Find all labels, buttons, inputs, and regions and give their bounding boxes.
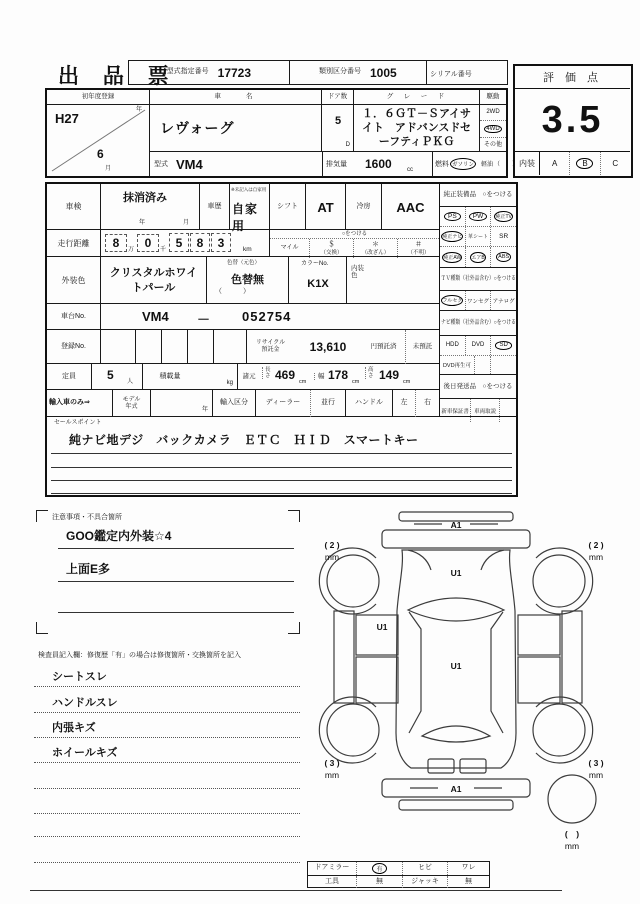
model-year-label-1: モデル xyxy=(122,396,141,403)
width-unit: cm xyxy=(352,379,360,385)
vehicle-block xyxy=(45,88,519,178)
mileage-sen-unit: 千 xyxy=(160,247,167,253)
inspector-line xyxy=(34,686,300,687)
mileage-opt-tampered xyxy=(353,239,397,258)
shaken-year-unit: 年 xyxy=(139,220,146,227)
drive-4wd: 4WD xyxy=(486,125,500,132)
fuel-diesel: 軽油 xyxy=(481,162,494,168)
model-year-label-2: 年式 xyxy=(125,403,138,410)
first-reg-month-unit: 月 xyxy=(105,166,112,172)
model-value: VM4 xyxy=(176,157,203,172)
tread-front-right-unit: mm xyxy=(588,552,604,562)
doors-value: 5 xyxy=(335,115,342,127)
mileage-label: 走行距離 xyxy=(47,230,101,257)
recycle-label-2: 預託金 xyxy=(261,347,280,353)
length-value: 469 xyxy=(275,368,296,382)
recycle-label xyxy=(247,330,294,364)
class-code-label: 類別区分番号 xyxy=(318,68,361,76)
fuel-cell xyxy=(432,152,519,177)
row-recycle xyxy=(47,330,439,364)
headlight-right xyxy=(481,550,504,570)
inspector-line xyxy=(34,737,300,738)
model-year-cell xyxy=(150,390,212,417)
roof-grade: U1 xyxy=(450,661,462,671)
navi-hdd: HDD xyxy=(445,342,459,349)
tv-analog-cell xyxy=(490,291,516,310)
bracket-corner xyxy=(288,510,300,522)
inspector-line xyxy=(34,862,300,863)
equip-abs-cell xyxy=(490,247,516,267)
notes-underline xyxy=(58,612,294,613)
ext-color-label: 外装色 xyxy=(47,257,101,304)
interior-grade-c: C xyxy=(600,152,630,175)
ship-warranty-cell xyxy=(440,399,470,422)
rear-bumper-grade: A1 xyxy=(450,784,462,794)
interior-grade-b: B xyxy=(576,158,593,170)
equip-pw: PW xyxy=(469,212,487,221)
windshield xyxy=(408,598,504,621)
tread-spare-unit: mm xyxy=(564,841,580,851)
door-front-right xyxy=(518,615,560,655)
model-year-unit: 年 xyxy=(201,407,208,414)
first-reg-header: 初年度登録 xyxy=(47,90,150,105)
model-cell xyxy=(150,152,322,177)
tv-type-header xyxy=(440,267,516,291)
mileage-marks xyxy=(269,230,439,257)
equip-sr-cell xyxy=(490,227,516,246)
shaken-month-unit: 月 xyxy=(183,220,190,227)
shaken-label: 車検 xyxy=(47,184,101,230)
row-import xyxy=(47,390,439,417)
sheet-title: 出 品 票 xyxy=(58,65,178,88)
notes-box xyxy=(36,510,300,634)
front-bumper-body xyxy=(382,530,530,548)
equip-tv: 純正TV xyxy=(494,211,512,222)
handle-right: 右 xyxy=(415,390,439,417)
chassis-dash: － xyxy=(197,312,211,327)
displacement-unit: cc xyxy=(407,167,413,173)
bracket-corner xyxy=(288,622,300,634)
fender-rear-left xyxy=(319,697,376,763)
first-reg-year-unit: 年 xyxy=(136,107,143,113)
history-value: 自家用 xyxy=(232,202,259,233)
reg-divider xyxy=(213,330,214,364)
reg-divider xyxy=(187,330,188,364)
history-note: ※未記入は自家用 xyxy=(231,187,267,192)
interior-color-label: 内装色 xyxy=(351,265,364,280)
interior-grade-a: A xyxy=(551,158,558,168)
shaken-cell xyxy=(101,184,200,230)
history-label: 車歴 xyxy=(200,184,230,230)
color-no-value: K1X xyxy=(307,278,329,290)
drive-cell xyxy=(480,105,506,151)
score-value: 3.5 xyxy=(541,98,604,141)
rocker-right xyxy=(562,611,582,703)
equip-aw-cell xyxy=(440,247,465,267)
mileage-opt-unknown xyxy=(397,239,439,258)
reg-no-cells xyxy=(101,330,247,364)
height-unit: cm xyxy=(403,379,411,385)
score-label: 評 価 点 xyxy=(515,66,630,89)
inspector-line xyxy=(34,813,300,814)
recycle-label-1: リサイクル xyxy=(255,340,286,347)
chassis-serial: 052754 xyxy=(242,309,292,324)
car-name-cell xyxy=(150,105,322,151)
tools-value: 無 xyxy=(356,876,402,888)
navi-dvd-cell xyxy=(465,336,491,355)
interior-color-cell xyxy=(347,257,439,304)
mileage-man: 8 xyxy=(105,234,127,252)
tools-label: 工具 xyxy=(325,877,339,885)
tv-type-row xyxy=(440,291,516,310)
equipment-header: 純正装備品 ○をつける xyxy=(440,184,516,207)
fender-front-right xyxy=(536,548,593,614)
inspector-section xyxy=(30,648,305,898)
spare-tire xyxy=(548,775,596,823)
tire-rear-right xyxy=(533,704,585,756)
class-code-field xyxy=(289,61,426,84)
equip-leather: 革シート xyxy=(468,234,489,240)
color-change-cell xyxy=(207,257,289,304)
tv-analog: アナログ xyxy=(492,298,515,305)
car-name-value: レヴォーグ xyxy=(160,120,235,136)
car-diagram xyxy=(310,503,640,863)
inspector-entry-1: シートスレ xyxy=(52,671,107,683)
bracket-corner xyxy=(36,622,48,634)
mileage-d1: 3 xyxy=(211,233,231,252)
drive-2wd: 2WD xyxy=(480,105,506,121)
load-cell xyxy=(197,364,237,390)
serial-strip xyxy=(128,60,508,85)
inspector-entry-2: ハンドルスレ xyxy=(52,697,118,709)
drive-header: 駆動 xyxy=(480,90,506,105)
tread-front-left: ( 2 ) xyxy=(324,540,340,550)
jack-label: ジャッキ xyxy=(402,876,447,888)
tread-rear-right-unit: mm xyxy=(588,770,604,780)
break-label: ワレ xyxy=(447,862,489,875)
equip-ps-cell xyxy=(440,207,465,226)
jack-value: 無 xyxy=(447,876,489,888)
mileage-opt-exchange xyxy=(309,239,353,258)
recycle-amount: 13,610 xyxy=(309,340,347,354)
equip-ps: PS xyxy=(444,212,461,221)
ship-empty-cell xyxy=(499,399,516,422)
first-reg-year: H27 xyxy=(55,111,79,126)
inspector-line xyxy=(34,712,300,713)
rear-notch-left xyxy=(428,759,454,773)
sales-point-label: セールスポイント xyxy=(54,420,102,426)
mileage-d100: 5 xyxy=(169,233,189,252)
displacement-cell xyxy=(322,152,432,177)
inspector-line xyxy=(34,836,300,837)
roof-line-left xyxy=(409,612,421,733)
equip-navi: 純正ナビ xyxy=(441,231,463,242)
rear-bumper-strip xyxy=(399,800,513,810)
width-value: 178 xyxy=(328,368,349,382)
mileage-opt2-sym: ＊ xyxy=(372,241,380,249)
car-name-header: 車 名 xyxy=(150,90,322,105)
grade-cell: １．６ＧＴ－Ｓアイサイト アドバンスドセーフティＰＫＧ xyxy=(354,105,480,151)
sales-point-text: 純ナビ地デジ バックカメラ ＥＴＣ ＨＩＤ スマートキー xyxy=(69,433,419,447)
tread-front-left-unit: mm xyxy=(324,552,340,562)
ship-manual: 車両取説 xyxy=(474,408,497,415)
equip-abs: ABS xyxy=(498,254,510,260)
reg-divider xyxy=(135,330,136,364)
dvd-note-empty xyxy=(474,356,490,374)
mileage-opt1-text: （交換） xyxy=(320,249,343,256)
navi-type-header xyxy=(440,310,516,336)
ship-row xyxy=(440,399,516,422)
side-grade: U1 xyxy=(376,622,388,632)
drive-other: その他 xyxy=(483,142,502,149)
hood-grade: U1 xyxy=(450,568,462,578)
tv-type-header-text: ＴＶ種類（社外品含む）○をつける xyxy=(441,275,516,282)
spec-label: 諸元 xyxy=(237,364,260,390)
mileage-sen: 0 xyxy=(137,234,159,252)
capacity-label: 定員 xyxy=(47,364,92,390)
rear-window xyxy=(422,726,490,742)
dvd-note-row xyxy=(440,356,516,374)
capacity-value: 5 xyxy=(107,368,114,382)
handle-label: ハンドル xyxy=(345,390,392,417)
tire-front-left xyxy=(327,555,379,607)
load-unit: kg xyxy=(226,380,233,387)
dvd-note-cell xyxy=(440,356,474,374)
import-division-label: 輸入区分 xyxy=(212,390,255,417)
navi-dvd: DVD xyxy=(471,342,485,349)
fender-rear-right xyxy=(536,697,593,763)
mileage-opt3-sym: ＃ xyxy=(415,241,422,249)
equip-airbag-cell xyxy=(465,247,491,267)
color-change-value: 色替無 xyxy=(231,274,264,286)
history-cell xyxy=(230,184,270,233)
mileage-opt3-text: （不明） xyxy=(407,249,430,256)
rear-notch-right xyxy=(460,759,486,773)
color-change-paren: （ ） xyxy=(215,288,250,295)
grade-header: グ レ ー ド xyxy=(354,90,480,105)
mileage-unit: km xyxy=(243,246,252,253)
inspector-line xyxy=(34,762,300,763)
ship-manual-cell xyxy=(470,399,499,422)
fuel-paren: （ ） xyxy=(494,162,519,168)
roof-line-right xyxy=(491,612,503,733)
equip-aw: 純正AW xyxy=(442,252,462,263)
first-reg-month: 6 xyxy=(97,147,104,161)
row-dimensions xyxy=(47,364,439,390)
mileage-opt1-sym: ＄ xyxy=(328,241,336,249)
interior-grade-row xyxy=(515,151,630,175)
navi-type-row xyxy=(440,336,516,356)
bottom-rule xyxy=(30,890,562,891)
equipment-row-2 xyxy=(440,227,516,247)
capacity-unit: 人 xyxy=(127,379,134,385)
equipment-row-3 xyxy=(440,247,516,267)
navi-sd: SD xyxy=(495,341,512,350)
width-label: 幅 xyxy=(314,373,325,380)
displacement-value: 1600 xyxy=(365,157,392,171)
door-mirror-value: 有 xyxy=(372,863,387,874)
doors-header: ドア数 xyxy=(322,90,354,105)
handle-left: 左 xyxy=(392,390,415,417)
notes-underline xyxy=(58,548,294,549)
door-front-left xyxy=(356,615,398,655)
chassis-prefix: VM4 xyxy=(142,309,169,324)
row-chassis xyxy=(47,304,439,330)
equip-tv-cell xyxy=(490,207,516,226)
equip-navi-cell xyxy=(440,227,465,246)
inspector-line xyxy=(34,788,300,789)
rocker-left xyxy=(334,611,354,703)
shaken-value: 抹消済み xyxy=(123,192,167,204)
details-block xyxy=(45,182,518,497)
equip-pw-cell xyxy=(465,207,491,226)
tread-rear-right: ( 3 ) xyxy=(588,758,604,768)
length-unit: cm xyxy=(299,379,307,385)
row-mileage xyxy=(47,230,439,257)
mileage-opt2-text: （改ざん） xyxy=(361,249,390,256)
interior-grade-b-cell xyxy=(569,152,599,175)
recycle-deposited: 円預託済 xyxy=(370,343,397,351)
dvd-note: DVD再生可 xyxy=(442,363,472,369)
navi-type-header-text: ナビ種類（社外品含む）○をつける xyxy=(441,319,516,326)
tire-front-right xyxy=(533,555,585,607)
door-mirror-value-cell xyxy=(356,862,402,875)
shift-label: シフト xyxy=(270,184,306,230)
sales-line xyxy=(51,453,512,454)
tread-spare: ( ) xyxy=(564,829,580,839)
equipment-row-1 xyxy=(440,207,516,227)
tread-front-right: ( 2 ) xyxy=(588,540,604,550)
door-mirror-label: ドアミラー xyxy=(314,864,350,872)
model-year-label xyxy=(112,390,150,417)
tv-fullseg: フルセグ xyxy=(441,295,463,306)
tv-fullseg-cell xyxy=(440,291,465,310)
mileage-man-unit: 万 xyxy=(128,247,135,253)
model-code-label: 型式指定番号 xyxy=(166,68,209,76)
tread-rear-left-unit: mm xyxy=(324,770,340,780)
navi-hdd-cell xyxy=(440,336,465,355)
serial-number-field xyxy=(426,61,507,84)
tv-oneseg: ワンセグ xyxy=(467,298,490,305)
crack-label: ヒビ xyxy=(402,862,447,875)
notes-label: 注意事項・不具合箇所 xyxy=(52,514,122,521)
import-parallel: 並行 xyxy=(310,390,345,417)
load-label: 積載量 xyxy=(142,364,197,390)
row-inspection xyxy=(47,184,439,233)
accessory-row-1 xyxy=(308,862,489,876)
tread-rear-left: ( 3 ) xyxy=(324,758,340,768)
serial-number-label: シリアル番号 xyxy=(430,71,472,78)
ac-label: 冷房 xyxy=(346,184,382,230)
dvd-note-empty2 xyxy=(490,356,516,374)
inspector-header: 検査員記入欄：修復歴「有」の場合は修復箇所・交換箇所を記入 xyxy=(38,652,241,659)
import-dealer: ディーラー xyxy=(255,390,310,417)
accessory-row-2 xyxy=(308,876,489,888)
displacement-label: 排気量 xyxy=(326,161,347,168)
interior-label: 内装 xyxy=(515,152,540,175)
inspector-entry-4: ホイールキズ xyxy=(52,747,118,759)
mileage-d10: 8 xyxy=(190,233,210,252)
notes-line2: 上面E多 xyxy=(66,562,111,576)
color-no-cell xyxy=(289,257,347,304)
color-no-label: カラーNo. xyxy=(301,261,329,267)
front-bumper-grade: A1 xyxy=(450,520,462,530)
equip-leather-cell xyxy=(465,227,491,246)
inspector-entry-3: 内張キズ xyxy=(52,722,96,734)
equipment-column xyxy=(439,184,516,417)
tv-oneseg-cell xyxy=(465,291,491,310)
headlight-left xyxy=(408,550,431,570)
notes-line1: GOO鑑定内外装☆4 xyxy=(66,529,172,543)
model-code-value: 17723 xyxy=(217,65,252,80)
fuel-label: 燃料 xyxy=(435,161,449,168)
doors-cell xyxy=(322,105,354,151)
door-rear-right xyxy=(518,657,560,703)
shift-value: AT xyxy=(306,184,346,230)
ext-color-value: クリスタルホワイトパール xyxy=(101,257,207,304)
height-label: 高さ xyxy=(365,367,373,379)
first-reg-cell xyxy=(47,105,150,176)
color-change-label: 色替（元色） xyxy=(227,260,261,266)
recycle-not-deposited: 未預託 xyxy=(405,330,439,364)
sales-line xyxy=(51,480,512,481)
sales-point-area xyxy=(47,417,516,495)
mileage-mark-header: ○をつける xyxy=(270,230,439,239)
bracket-corner xyxy=(36,510,48,522)
ship-warranty: 新車保証書 xyxy=(441,408,469,415)
import-label: 輸入車のみ⇒ xyxy=(49,399,90,406)
height-value: 149 xyxy=(379,368,400,382)
reg-divider xyxy=(161,330,162,364)
door-rear-left xyxy=(356,657,398,703)
sales-line xyxy=(51,467,512,468)
notes-underline xyxy=(58,581,294,582)
reg-no-label: 登録No. xyxy=(47,330,101,364)
model-row xyxy=(150,151,519,176)
row-color xyxy=(47,257,439,304)
tire-rear-left xyxy=(327,704,379,756)
model-code-field xyxy=(129,61,289,84)
score-box xyxy=(513,64,633,178)
accessory-table xyxy=(307,861,490,888)
drive-4wd-cell xyxy=(480,121,506,138)
fuel-gasoline: ガソリン xyxy=(450,158,476,170)
car-body-outline xyxy=(396,550,516,768)
model-label: 型式 xyxy=(154,161,168,168)
class-code-value: 1005 xyxy=(369,65,397,80)
length-label: 長さ xyxy=(262,367,270,379)
ac-value: AAC xyxy=(396,199,425,215)
navi-sd-cell xyxy=(490,336,516,355)
ship-header: 後日発送品 ○をつける xyxy=(440,374,516,399)
equip-sr: SR xyxy=(499,232,509,240)
mileage-mile: マイル xyxy=(280,245,299,252)
doors-unit: D xyxy=(345,142,350,149)
equip-airbag: エアB xyxy=(470,252,485,263)
sales-line xyxy=(51,493,512,494)
chassis-label: 車台No. xyxy=(47,304,101,330)
